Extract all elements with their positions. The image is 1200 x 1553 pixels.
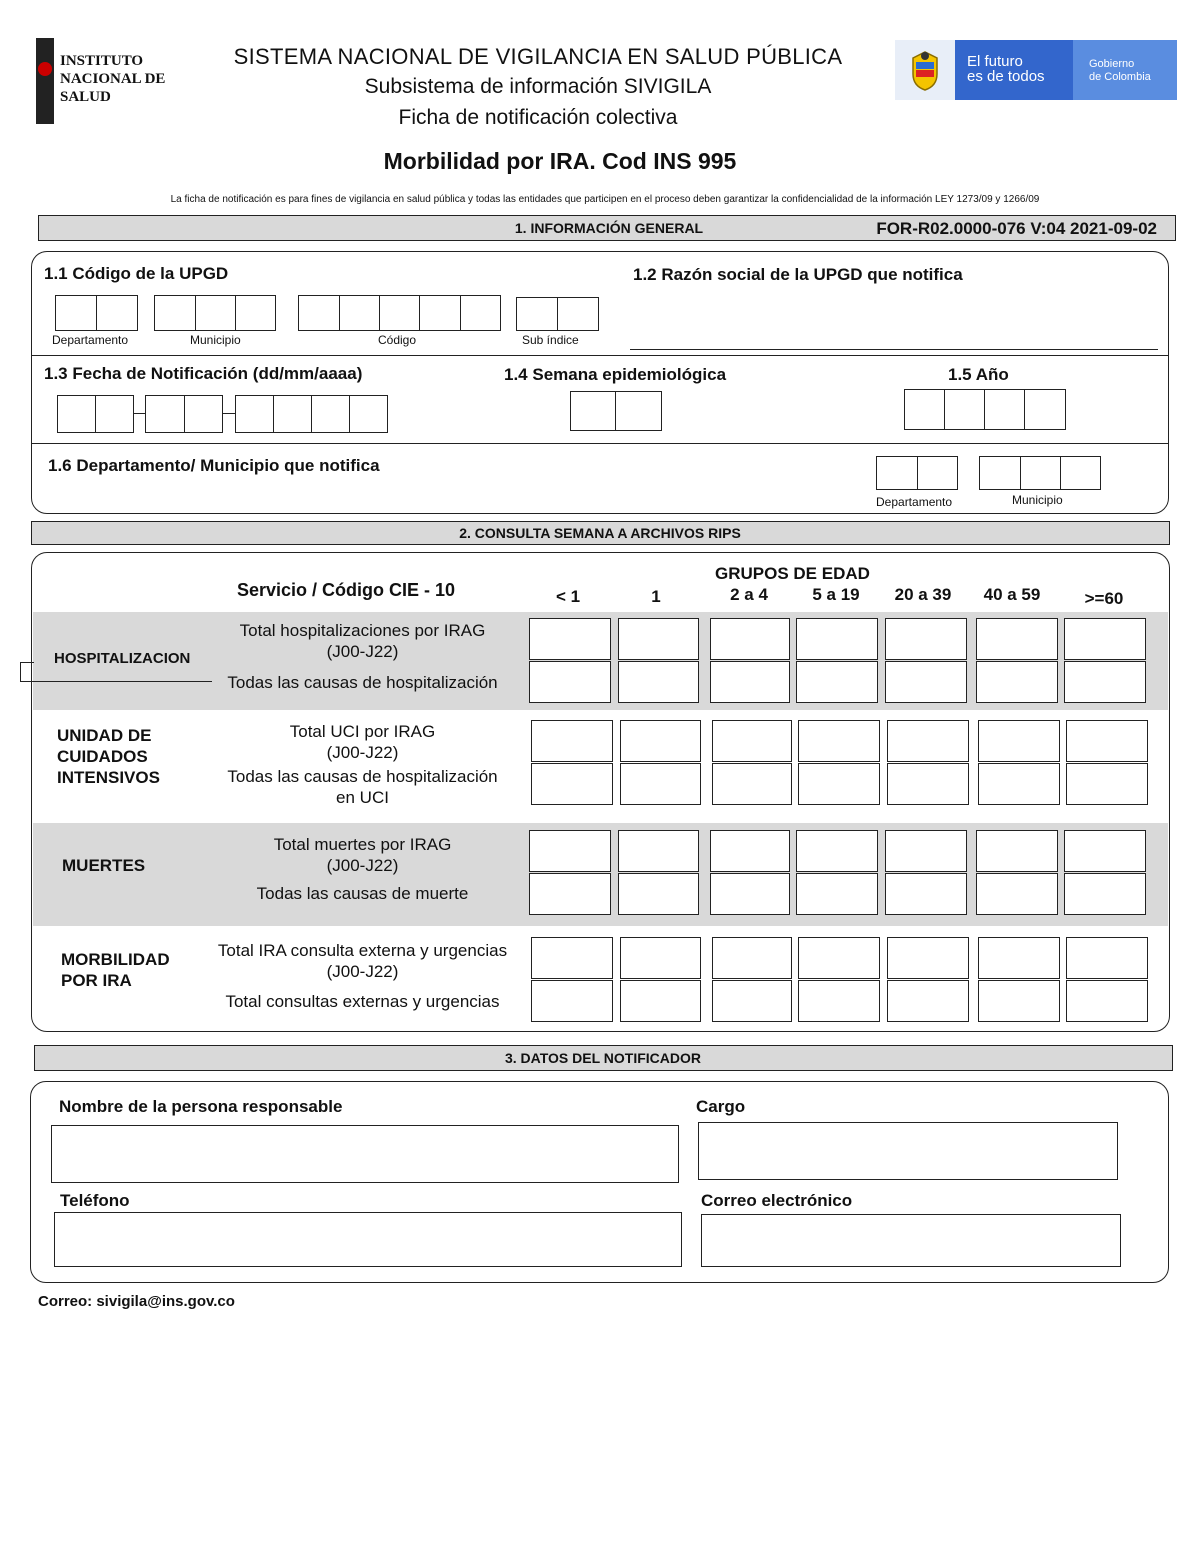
section1-bar	[38, 215, 1176, 241]
ins-logo	[34, 38, 174, 124]
semana-1[interactable]	[570, 391, 616, 431]
anio-3[interactable]	[984, 389, 1025, 430]
age-cell-r2-l1-c1[interactable]	[618, 873, 699, 915]
cargo-input[interactable]	[698, 1122, 1118, 1180]
age-cell-r3-l0-c0[interactable]	[531, 937, 613, 979]
upgd-dep-1[interactable]	[55, 295, 97, 331]
age-cell-r2-l0-c3[interactable]	[796, 830, 878, 872]
age-cell-r2-l1-c3[interactable]	[796, 873, 878, 915]
age-cell-r0-l0-c0[interactable]	[529, 618, 611, 660]
semana-label: 1.4 Semana epidemiológica	[504, 365, 727, 384]
row-morb-line1: Total IRA consulta externa y urgencias (J00-J22)	[217, 941, 508, 981]
fecha-label: 1.3 Fecha de Notificación (dd/mm/aaaa)	[44, 364, 363, 383]
telefono-input[interactable]	[54, 1212, 682, 1267]
upgd-dep-2[interactable]	[96, 295, 138, 331]
upgd-cod-3[interactable]	[379, 295, 420, 331]
age-cell-r2-l1-c2[interactable]	[710, 873, 790, 915]
upgd-sub-1[interactable]	[516, 297, 558, 331]
upgd-cod-5[interactable]	[460, 295, 501, 331]
ins-logo-line2: NACIONAL DE	[60, 71, 166, 87]
telefono-label: Teléfono	[60, 1191, 130, 1210]
razon-social-label: 1.2 Razón social de la UPGD que notifica	[633, 265, 963, 284]
upgd-sub-label-cod: Código	[378, 333, 417, 347]
age-group-header: 5 a 19	[812, 585, 860, 604]
age-cell-r3-l0-c1[interactable]	[620, 937, 701, 979]
upgd-cod-2[interactable]	[339, 295, 380, 331]
fecha-a4[interactable]	[349, 395, 388, 433]
depmun-dep-2[interactable]	[917, 456, 958, 490]
age-cell-r3-l1-c5[interactable]	[978, 980, 1060, 1022]
age-cell-r2-l1-c5[interactable]	[976, 873, 1058, 915]
age-cell-r2-l0-c5[interactable]	[976, 830, 1058, 872]
age-cell-r1-l0-c0[interactable]	[531, 720, 613, 762]
age-cell-r0-l0-c4[interactable]	[885, 618, 967, 660]
age-cell-r3-l1-c0[interactable]	[531, 980, 613, 1022]
razon-social-input[interactable]	[630, 320, 1158, 350]
row-uci-line2: Todas las causas de hospitalización en UCI	[227, 767, 498, 807]
age-group-header: 2 a 4	[730, 585, 768, 604]
age-cell-r1-l0-c4[interactable]	[887, 720, 969, 762]
upgd-sub-2[interactable]	[557, 297, 599, 331]
age-cell-r2-l1-c4[interactable]	[885, 873, 967, 915]
age-cell-r2-l0-c4[interactable]	[885, 830, 967, 872]
age-cell-r1-l0-c3[interactable]	[798, 720, 880, 762]
form-title: Morbilidad por IRA. Cod INS 995	[383, 148, 737, 174]
upgd-sub-label-sub: Sub índice	[522, 333, 579, 347]
anio-label: 1.5 Año	[948, 365, 1009, 384]
correo-label: Correo electrónico	[701, 1191, 853, 1210]
footer-email: Correo: sivigila@ins.gov.co	[38, 1293, 235, 1310]
age-groups-title: GRUPOS DE EDAD	[715, 564, 870, 583]
category-muertes: MUERTES	[62, 856, 146, 875]
age-cell-r3-l0-c2[interactable]	[712, 937, 792, 979]
age-cell-r3-l0-c5[interactable]	[978, 937, 1060, 979]
age-cell-r3-l1-c1[interactable]	[620, 980, 701, 1022]
age-cell-r2-l1-c0[interactable]	[529, 873, 611, 915]
age-cell-r3-l1-c6[interactable]	[1066, 980, 1148, 1022]
age-cell-r2-l0-c6[interactable]	[1064, 830, 1146, 872]
anio-4[interactable]	[1024, 389, 1066, 430]
header-title: SISTEMA NACIONAL DE VIGILANCIA EN SALUD PÚBLICA	[233, 44, 843, 69]
cargo-label: Cargo	[696, 1097, 746, 1116]
nombre-input[interactable]	[51, 1125, 679, 1183]
age-cell-r1-l0-c1[interactable]	[620, 720, 701, 762]
section2-title: 2. CONSULTA SEMANA A ARCHIVOS RIPS	[459, 525, 741, 541]
age-cell-r2-l0-c1[interactable]	[618, 830, 699, 872]
row-hosp-line1: Total hospitalizaciones por IRAG (J00-J22)	[239, 621, 486, 661]
disclaimer: La ficha de notificación es para fines de vigilancia en salud pública y todas las entidades que participen en el proceso deben garantizar la confidencialidad de la información LEY 1273/09 y 1266/09	[170, 194, 1040, 205]
section3-bar	[34, 1045, 1173, 1071]
depmun-mun-2[interactable]	[1020, 456, 1061, 490]
fecha-m2[interactable]	[184, 395, 223, 433]
age-cell-r3-l1-c4[interactable]	[887, 980, 969, 1022]
age-cell-r3-l0-c6[interactable]	[1066, 937, 1148, 979]
age-group-header: 40 a 59	[983, 585, 1041, 604]
upgd-sub-label-mun: Municipio	[190, 333, 241, 347]
age-cell-r3-l1-c2[interactable]	[712, 980, 792, 1022]
header-subtitle2: Ficha de notificación colectiva	[398, 106, 678, 129]
section1-title: 1. INFORMACIÓN GENERAL	[514, 220, 704, 236]
age-cell-r0-l1-c4[interactable]	[885, 661, 967, 703]
age-cell-r1-l0-c6[interactable]	[1066, 720, 1148, 762]
age-cell-r0-l0-c3[interactable]	[796, 618, 878, 660]
age-cell-r3-l0-c3[interactable]	[798, 937, 880, 979]
age-cell-r2-l1-c6[interactable]	[1064, 873, 1146, 915]
form-code: FOR-R02.0000-076 V:04 2021-09-02	[876, 219, 1157, 238]
gov-logo-side: Gobierno de Colombia	[1089, 58, 1151, 83]
col-service-header: Servicio / Código CIE - 10	[237, 580, 456, 600]
age-cell-r3-l1-c3[interactable]	[798, 980, 880, 1022]
age-cell-r0-l1-c6[interactable]	[1064, 661, 1146, 703]
upgd-mun-3[interactable]	[235, 295, 276, 331]
age-cell-r0-l1-c5[interactable]	[976, 661, 1058, 703]
semana-2[interactable]	[615, 391, 662, 431]
age-group-header: 20 a 39	[894, 585, 952, 604]
category-morbilidad: MORBILIDAD POR IRA	[61, 950, 170, 990]
depmun-dep-1[interactable]	[876, 456, 918, 490]
age-cell-r0-l1-c2[interactable]	[710, 661, 790, 703]
row-muertes-line2: Todas las causas de muerte	[256, 884, 469, 903]
section2-bar	[31, 521, 1170, 545]
section3-title: 3. DATOS DEL NOTIFICADOR	[504, 1050, 701, 1066]
ins-logo-dot	[38, 62, 52, 76]
age-cell-r0-l0-c6[interactable]	[1064, 618, 1146, 660]
upgd-cod-4[interactable]	[419, 295, 461, 331]
age-group-header: 1	[651, 587, 661, 606]
depmun-mun-1[interactable]	[979, 456, 1021, 490]
fecha-m1[interactable]	[145, 395, 185, 433]
ins-logo-line3: SALUD	[60, 89, 111, 105]
row-morb-line2: Total consultas externas y urgencias	[225, 992, 500, 1011]
row-uci-line1: Total UCI por IRAG (J00-J22)	[289, 722, 436, 762]
age-cell-r0-l1-c1[interactable]	[618, 661, 699, 703]
anio-1[interactable]	[904, 389, 945, 430]
age-cell-r1-l0-c5[interactable]	[978, 720, 1060, 762]
age-cell-r1-l1-c0[interactable]	[531, 763, 613, 805]
age-cell-r0-l0-c2[interactable]	[710, 618, 790, 660]
fecha-d1[interactable]	[57, 395, 96, 433]
age-cell-r0-l1-c0[interactable]	[529, 661, 611, 703]
ins-logo-line1: INSTITUTO	[60, 53, 144, 69]
fecha-d2[interactable]	[95, 395, 134, 433]
upgd-sub-label-dep: Departamento	[52, 333, 129, 347]
upgd-mun-1[interactable]	[154, 295, 196, 331]
age-cell-r2-l0-c0[interactable]	[529, 830, 611, 872]
nombre-label: Nombre de la persona responsable	[59, 1097, 343, 1116]
age-cell-r1-l1-c2[interactable]	[712, 763, 792, 805]
age-cell-r1-l1-c5[interactable]	[978, 763, 1060, 805]
age-cell-r1-l1-c4[interactable]	[887, 763, 969, 805]
upgd-mun-2[interactable]	[195, 295, 236, 331]
age-group-header: < 1	[555, 587, 581, 606]
ins-logo-mark	[36, 38, 54, 124]
depmun-sub-label-dep: Departamento	[876, 495, 953, 509]
age-cell-r0-l1-c3[interactable]	[796, 661, 878, 703]
depmun-label: 1.6 Departamento/ Municipio que notifica	[48, 456, 380, 475]
fecha-a3[interactable]	[311, 395, 350, 433]
fecha-a1[interactable]	[235, 395, 274, 433]
age-cell-r2-l0-c2[interactable]	[710, 830, 790, 872]
age-cell-r1-l1-c6[interactable]	[1066, 763, 1148, 805]
anio-2[interactable]	[944, 389, 985, 430]
upgd-cod-1[interactable]	[298, 295, 340, 331]
gov-logo	[895, 40, 1177, 100]
header-subtitle: Subsistema de información SIVIGILA	[364, 75, 712, 98]
category-hospitalizacion: HOSPITALIZACION	[54, 650, 191, 667]
upgd-label: 1.1 Código de la UPGD	[44, 264, 229, 283]
row-hosp-line2: Todas las causas de hospitalización	[227, 673, 498, 692]
age-cell-r1-l1-c1[interactable]	[620, 763, 701, 805]
age-group-header: >=60	[1084, 589, 1124, 608]
age-cell-r0-l0-c1[interactable]	[618, 618, 699, 660]
correo-input[interactable]	[701, 1214, 1121, 1267]
row-muertes-line1: Total muertes por IRAG (J00-J22)	[273, 835, 452, 875]
coat-of-arms-icon	[905, 48, 945, 92]
fecha-a2[interactable]	[273, 395, 312, 433]
age-cell-r1-l0-c2[interactable]	[712, 720, 792, 762]
gov-logo-main: El futuro es de todos	[967, 53, 1045, 85]
depmun-mun-3[interactable]	[1060, 456, 1101, 490]
age-cell-r1-l1-c3[interactable]	[798, 763, 880, 805]
age-cell-r0-l0-c5[interactable]	[976, 618, 1058, 660]
category-uci: UNIDAD DE CUIDADOS INTENSIVOS	[57, 726, 160, 787]
age-cell-r3-l0-c4[interactable]	[887, 937, 969, 979]
depmun-sub-label-mun: Municipio	[1012, 493, 1063, 507]
